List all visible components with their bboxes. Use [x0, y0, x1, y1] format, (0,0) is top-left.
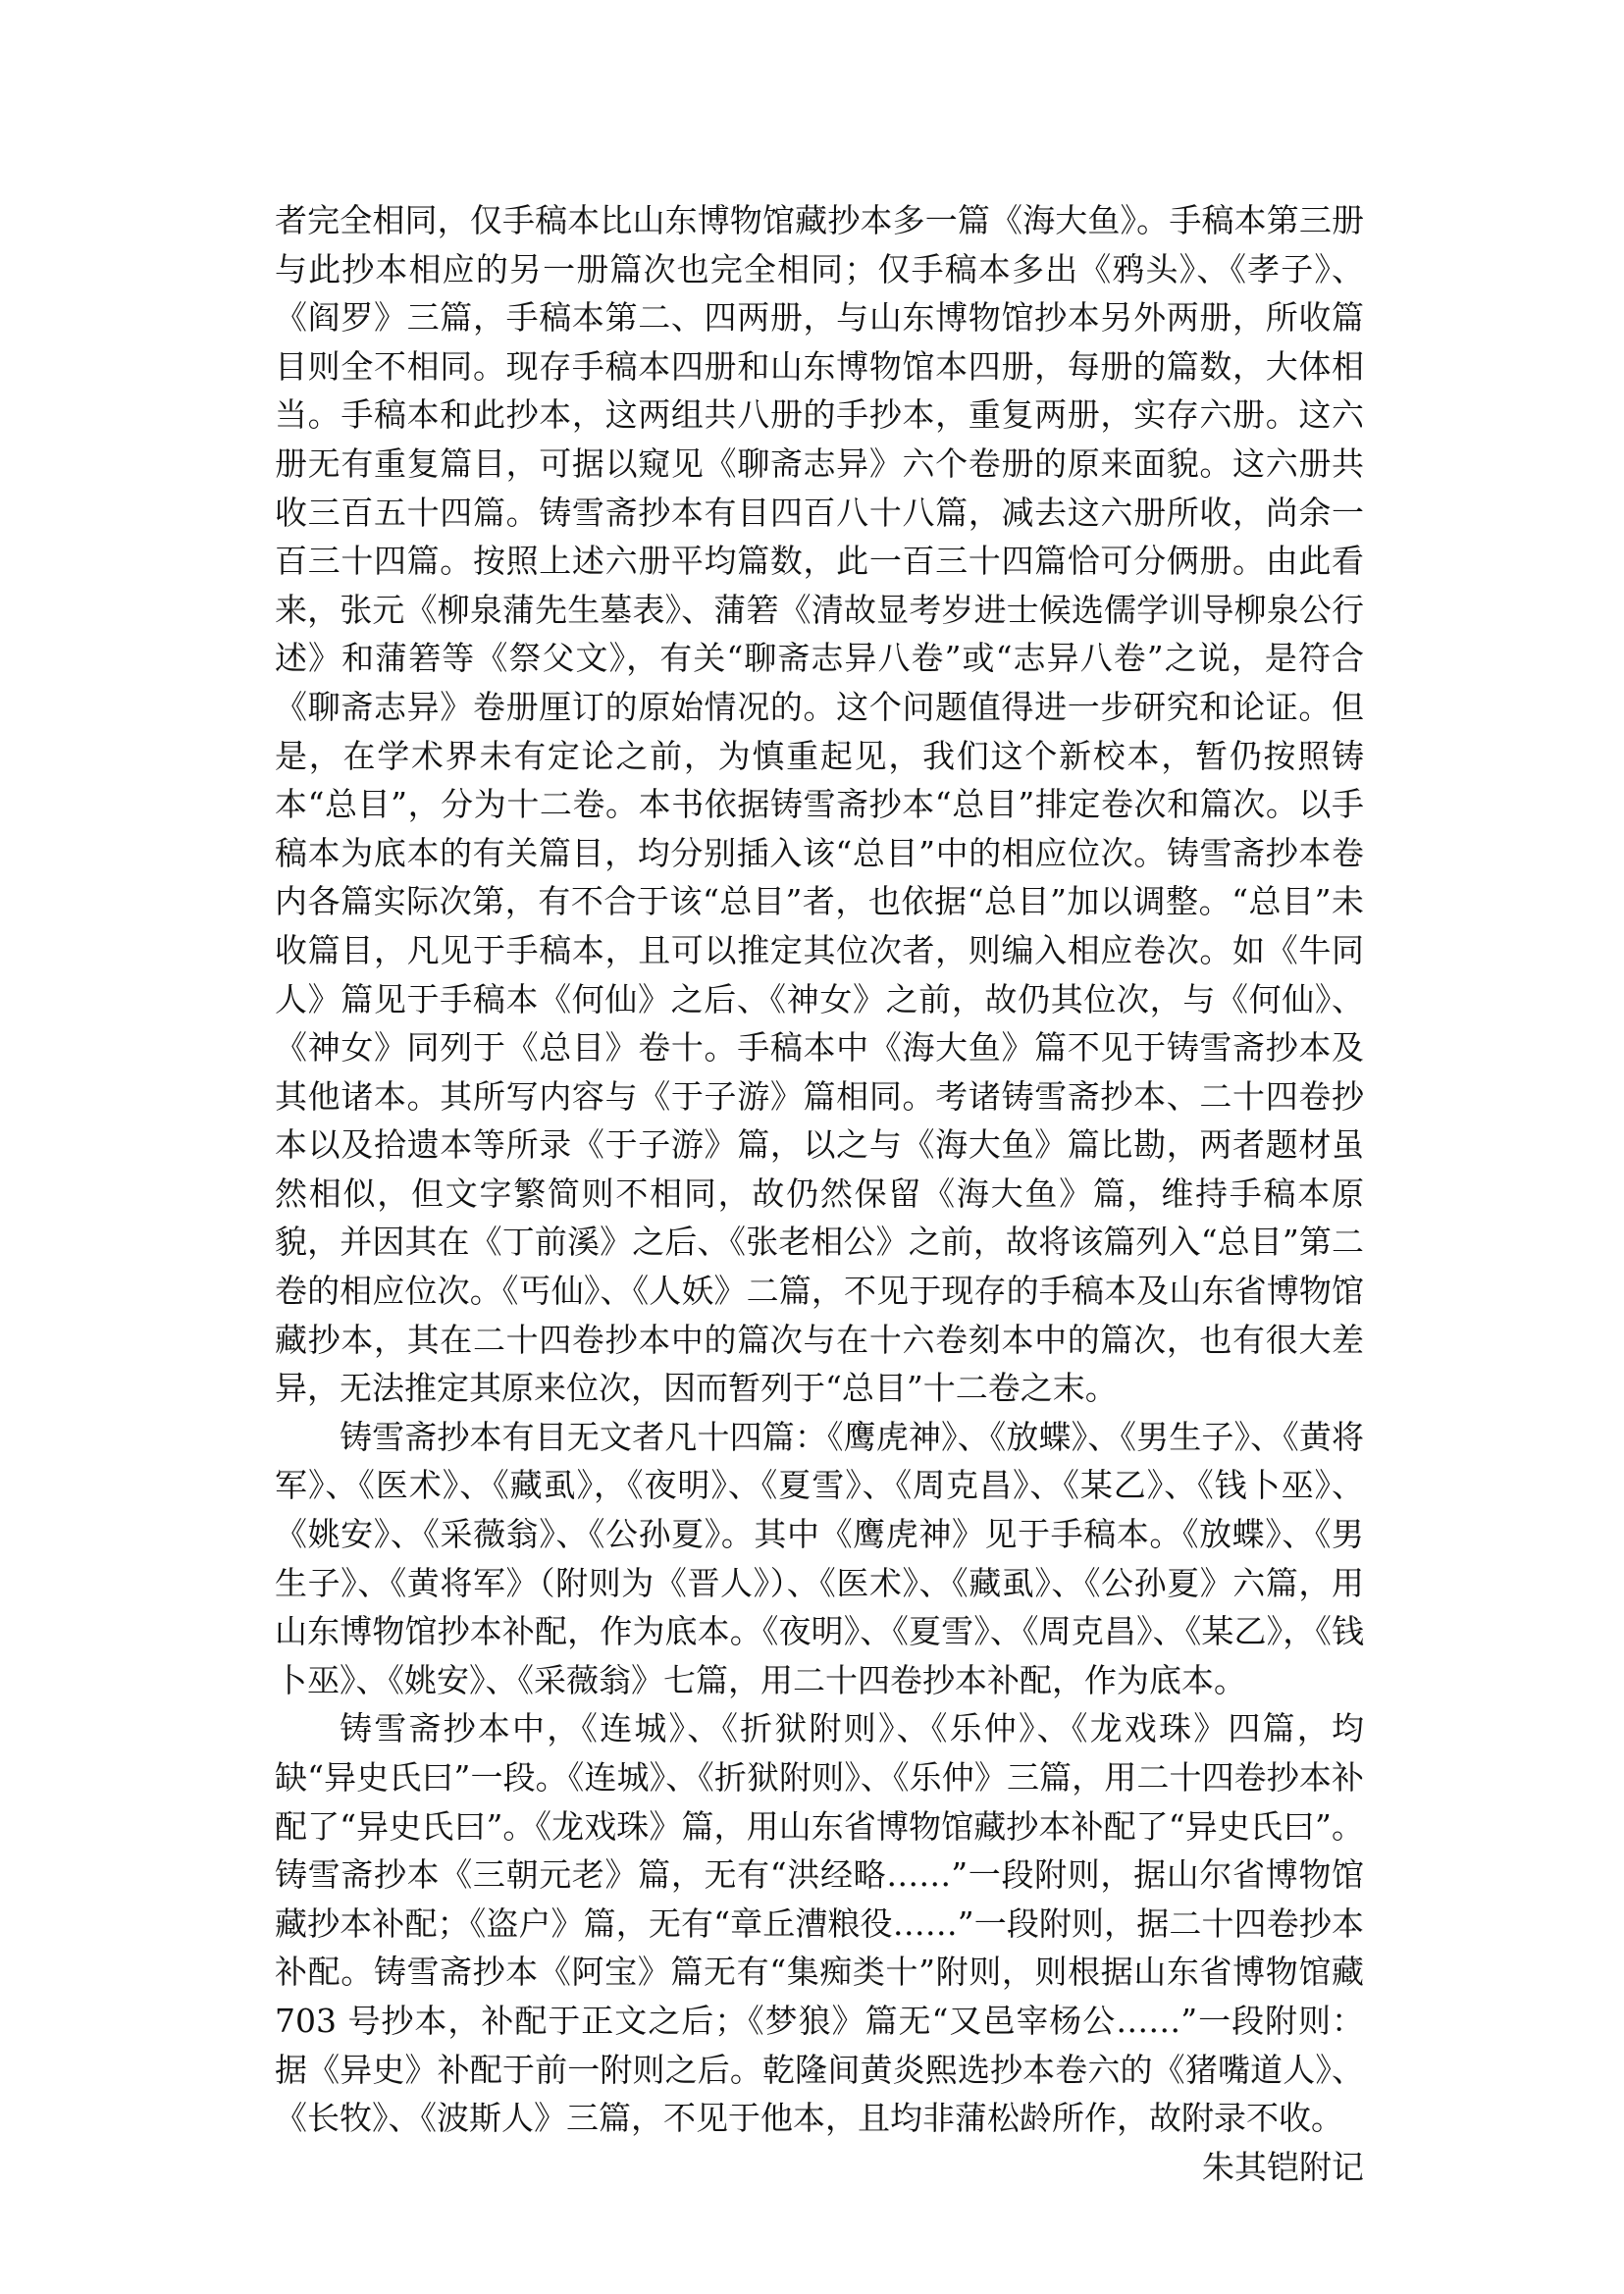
- author-signature: 朱其铠附记: [1202, 2147, 1364, 2186]
- document-body: [275, 196, 1364, 2191]
- paragraph-missing-texts: 铸雪斋抄本有目无文者凡十四篇：《鹰虎神》、《放蝶》、《男生子》、《黄将军》、《医术》、《藏虱》，《夜明》、《夏雪》、《周克昌》、《某乙》、《钱卜巫》、《姚安》、《采薇翁》、《公孙夏》。其中《鹰虎神》见于手稿本。《放蝶》、《男生子》、《黄将军》（附则为《晋人》）、《医术》、《藏虱》、《公孙夏》六篇，用山东博物馆抄本补配，作为底本。《夜明》、《夏雪》、《周克昌》、《某乙》，《钱卜巫》、《姚安》、《采薇翁》七篇，用二十四卷抄本补配，作为底本。: [275, 1417, 1364, 1699]
- paragraph-continued: 者完全相同，仅手稿本比山东博物馆藏抄本多一篇《海大鱼》。手稿本第三册与此抄本相应的另一册篇次也完全相同；仅手稿本多出《鸦头》、《孝子》、《阎罗》三篇，手稿本第二、四两册，与山东博物馆抄本另外两册，所收篇目则全不相同。现存手稿本四册和山东博物馆本四册，每册的篇数，大体相当。手稿本和此抄本，这两组共八册的手抄本，重复两册，实存六册。这六册无有重复篇目，可据以窥见《聊斋志异》六个卷册的原来面貌。这六册共收三百五十四篇。铸雪斋抄本有目四百八十八篇，减去这六册所收，尚余一百三十四篇。按照上述六册平均篇数，此一百三十四篇恰可分俩册。由此看来，张元《柳泉蒲先生墓表》、蒲箬《清故显考岁进士候选儒学训导柳泉公行述》和蒲箬等《祭父文》，有关“聊斋志异八卷”或“志异八卷”之说，是符合《聊斋志异》卷册厘订的原始情况的。这个问题值得进一步研究和论证。但是，在学术界未有定论之前，为慎重起见，我们这个新校本，暂仍按照铸本“总目”，分为十二卷。本书依据铸雪斋抄本“总目”排定卷次和篇次。以手稿本为底本的有关篇目，均分别插入该“总目”中的相应位次。铸雪斋抄本卷内各篇实际次第，有不合于该“总目”者，也依据“总目”加以调整。“总目”未收篇目，凡见于手稿本，且可以推定其位次者，则编入相应卷次。如《牛同人》篇见于手稿本《何仙》之后、《神女》之前，故仍其位次，与《何仙》、《神女》同列于《总目》卷十。手稿本中《海大鱼》篇不见于铸雪斋抄本及其他诸本。其所写内容与《于子游》篇相同。考诸铸雪斋抄本、二十四卷抄本以及拾遗本等所录《于子游》篇，以之与《海大鱼》篇比勘，两者题材虽然相似，但文字繁简则不相同，故仍然保留《海大鱼》篇，维持手稿本原貌，并因其在《丁前溪》之后、《张老相公》之前，故将该篇列入“总目”第二卷的相应位次。《丐仙》、《人妖》二篇，不见于现存的手稿本及山东省博物馆藏抄本，其在二十四卷抄本中的篇次与在十六卷刻本中的篇次，也有很大差异，无法推定其原来位次，因而暂列于“总目”十二卷之末。: [275, 201, 1364, 1408]
- paragraph-commentary-supplements: 铸雪斋抄本中，《连城》、《折狱附则》、《乐仲》、《龙戏珠》四篇，均缺“异史氏曰”一段。《连城》、《折狱附则》、《乐仲》三篇，用二十四卷抄本补配了“异史氏曰”。《龙戏珠》篇，用山东省博物馆藏抄本补配了“异史氏曰”。铸雪斋抄本《三朝元老》篇，无有“洪经略……”一段附则，据山尔省博物馆藏抄本补配；《盗户》篇，无有“章丘漕粮役……”一段附则，据二十四卷抄本补配。铸雪斋抄本《阿宝》篇无有“集痴类十”附则，则根据山东省博物馆藏 703 号抄本，补配于正文之后；《梦狼》篇无“又邑宰杨公……”一段附则：据《异史》补配于前一附则之后。乾隆间黄炎熙选抄本卷六的《猪嘴道人》、《长牧》、《波斯人》三篇，不见于他本，且均非蒲松龄所作，故附录不收。: [275, 1709, 1364, 2138]
